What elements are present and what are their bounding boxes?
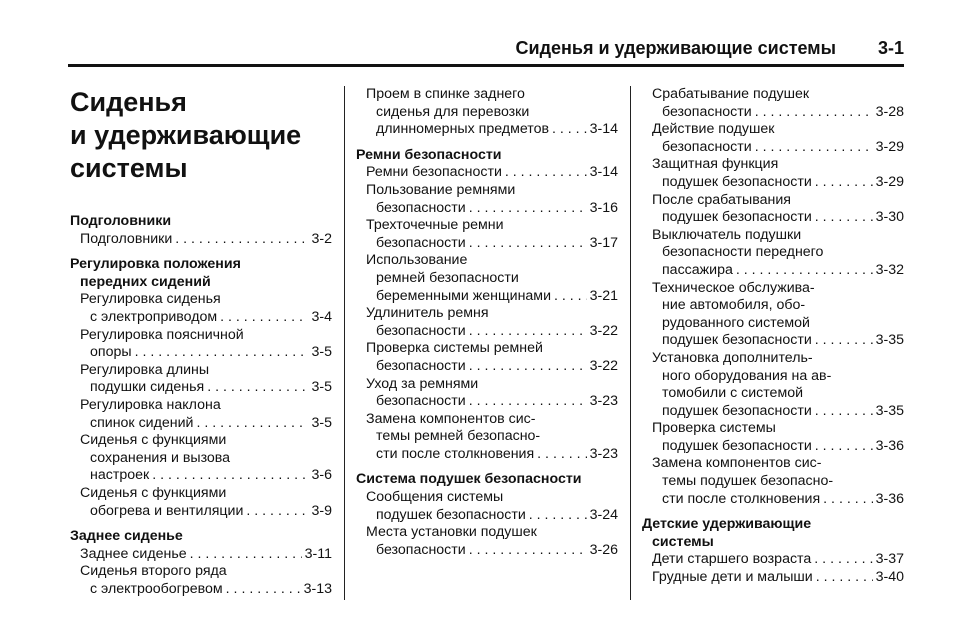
toc-entry [642, 569, 904, 587]
toc-entry-text: беременными женщинами [376, 287, 551, 304]
dot-leader [823, 491, 872, 509]
section-heading [70, 256, 332, 291]
toc-column-1 [70, 86, 332, 598]
toc-entry-last-line [80, 379, 332, 397]
toc-page-number: 3-29 [875, 138, 904, 155]
toc-entry [356, 164, 618, 182]
toc-column-3 [642, 86, 904, 587]
toc-entry-last-line [80, 344, 332, 362]
toc-entry-line: Проверка системы [652, 420, 776, 437]
dot-leader [469, 200, 587, 218]
toc-entry-text: обогрева и вентиляции [90, 502, 244, 519]
toc-entry-text: безопасности [376, 541, 466, 558]
toc-entry-text: спинок сидений [90, 414, 194, 431]
toc-entry-last-line [652, 551, 904, 569]
toc-entry-last-line [652, 491, 904, 509]
toc-entry-text: длинномерных предметов [376, 121, 550, 138]
toc-entry [70, 546, 332, 564]
section-gap [356, 463, 618, 471]
column-divider [630, 86, 631, 600]
toc-entry-last-line [366, 323, 618, 341]
dot-leader [469, 393, 587, 411]
toc-entry-last-line [80, 309, 332, 327]
toc-entry-last-line [366, 446, 618, 464]
section-heading [642, 516, 904, 551]
toc-entry-line: Сообщения системы [366, 489, 504, 506]
toc-entry-line: Сиденья с функциями [80, 432, 227, 449]
toc-page-number: 3-23 [589, 445, 618, 462]
toc-entry-line: Действие подушек [652, 121, 775, 138]
toc-page-number: 3-29 [875, 173, 904, 190]
section-heading-line: Регулировка положения [70, 256, 241, 273]
toc-entry-line: Регулировка сиденья [80, 291, 221, 308]
dot-leader [505, 164, 587, 182]
chapter-title-line: системы [70, 153, 188, 183]
dot-leader [816, 569, 873, 587]
toc-page-number: 3-6 [311, 467, 332, 484]
dot-leader [207, 379, 308, 397]
toc-entry [642, 280, 904, 350]
toc-entry-line: темы подушек безопасно- [662, 473, 834, 490]
toc-page-number: 3-21 [589, 287, 618, 304]
toc-entry-line: Удлинитель ремня [366, 305, 489, 322]
toc-entry-line: Сиденья второго ряда [80, 563, 227, 580]
toc-page-number: 3-26 [589, 541, 618, 558]
section-heading-line: Детские удерживающие [642, 516, 812, 533]
toc-entry [356, 252, 618, 305]
toc-entry [356, 524, 618, 559]
toc-entry [70, 397, 332, 432]
header-page-number: 3-1 [877, 37, 904, 58]
section-gap [356, 139, 618, 147]
toc-entry-text: Грудные дети и малыши [652, 569, 813, 586]
toc-entry-text: сти после столкновения [662, 490, 821, 507]
toc-sections [70, 213, 332, 598]
toc-entry [356, 411, 618, 464]
dot-leader [469, 235, 587, 253]
toc-entry-text: подушек безопасности [662, 209, 812, 226]
toc-page-number: 3-36 [875, 490, 904, 507]
dot-leader [196, 415, 308, 433]
toc-entry [70, 485, 332, 520]
toc-entry-line: Защитная функция [652, 156, 779, 173]
dot-leader [152, 467, 308, 485]
section-heading [356, 471, 618, 489]
dot-leader [736, 262, 873, 280]
toc-entry-line: безопасности переднего [662, 244, 824, 261]
header-title: Сиденья и удерживающие системы [515, 37, 836, 58]
toc-entry [356, 217, 618, 252]
toc-page-number: 3-4 [311, 308, 332, 325]
toc-sections [642, 86, 904, 587]
toc-entry-line: сиденья для перевозки [376, 103, 530, 120]
toc-entry-last-line [652, 569, 904, 587]
toc-entry-line: томобили с системой [662, 385, 804, 402]
toc-entry [642, 455, 904, 508]
toc-entry-text: с электроприводом [90, 308, 218, 325]
toc-entry-text: Дети старшего возраста [652, 551, 812, 568]
dot-leader [469, 542, 587, 560]
toc-page-number: 3-35 [875, 332, 904, 349]
toc-entry-line: ремней безопасности [376, 269, 519, 286]
section-heading-line: Заднее сиденье [70, 528, 183, 545]
section-heading-line: Система подушек безопасности [356, 471, 582, 488]
toc-column-2 [356, 86, 618, 559]
toc-entry [70, 291, 332, 326]
toc-entry-line: сохранения и вызова [90, 449, 231, 466]
toc-page-number: 3-32 [875, 261, 904, 278]
chapter-title-line: Сиденья [70, 87, 187, 117]
toc-entry [356, 340, 618, 375]
dot-leader [226, 581, 301, 599]
toc-entry-line: После срабатывания [652, 191, 791, 208]
dot-leader [190, 546, 302, 564]
toc-entry-last-line [80, 546, 332, 564]
dot-leader [135, 344, 309, 362]
column-divider [344, 86, 345, 600]
toc-entry [70, 327, 332, 362]
toc-entry-line: Замена компонентов сис- [652, 455, 822, 472]
dot-leader [815, 332, 873, 350]
toc-entry-last-line [366, 288, 618, 306]
dot-leader [246, 503, 308, 521]
toc-entry-last-line [366, 164, 618, 182]
header-rule [68, 64, 904, 67]
toc-page-number: 3-16 [589, 199, 618, 216]
section-heading-line: Ремни безопасности [356, 146, 502, 163]
toc-entry-text: безопасности [376, 234, 466, 251]
toc-entry-text: Заднее сиденье [80, 545, 187, 562]
toc-entry-line: Использование [366, 252, 468, 269]
toc-entry [70, 432, 332, 485]
dot-leader [529, 507, 587, 525]
toc-entry-line: Проем в спинке заднего [366, 86, 525, 102]
section-heading-line: передних сидений [80, 273, 211, 290]
dot-leader [755, 139, 873, 157]
toc-entry-last-line [652, 438, 904, 456]
toc-entry [642, 350, 904, 420]
toc-entry-text: безопасности [662, 103, 752, 120]
toc-entry-text: подушки сиденья [90, 379, 205, 396]
toc-page-number: 3-2 [311, 230, 332, 247]
dot-leader [815, 438, 873, 456]
toc-page-number: 3-9 [311, 502, 332, 519]
toc-entry-line: Уход за ремнями [366, 375, 479, 392]
toc-entry-text: Ремни безопасности [366, 164, 502, 181]
toc-entry-last-line [366, 507, 618, 525]
toc-entry-last-line [366, 235, 618, 253]
section-gap [70, 248, 332, 256]
toc-entry [356, 305, 618, 340]
toc-entry-text: настроек [90, 467, 150, 484]
toc-page-number: 3-11 [304, 545, 332, 562]
dot-leader [537, 446, 586, 464]
toc-entry-text: сти после столкновения [376, 445, 535, 462]
toc-entry-line: Замена компонентов сис- [366, 410, 536, 427]
toc-entry-last-line [652, 174, 904, 192]
dot-leader [815, 209, 873, 227]
toc-entry-text: подушек безопасности [662, 332, 812, 349]
section-heading [70, 528, 332, 546]
toc-page-number: 3-13 [303, 580, 332, 597]
toc-entry-text: пассажира [662, 261, 733, 278]
toc-page-number: 3-5 [311, 344, 332, 361]
toc-entry [356, 182, 618, 217]
toc-entry-line: Установка дополнитель- [652, 349, 813, 366]
toc-entry [642, 551, 904, 569]
toc-entry-line: ние автомобиля, обо- [662, 297, 806, 314]
dot-leader [554, 288, 587, 306]
dot-leader [469, 323, 587, 341]
section-heading [356, 147, 618, 165]
toc-entry [642, 121, 904, 156]
toc-entry-line: Регулировка поясничной [80, 326, 244, 343]
toc-entry-text: подушек безопасности [662, 173, 812, 190]
toc-page-number: 3-28 [875, 103, 904, 120]
toc-entry-last-line [652, 209, 904, 227]
toc-page-number: 3-14 [589, 121, 618, 138]
toc-page-number: 3-36 [875, 437, 904, 454]
toc-page-number: 3-14 [589, 164, 618, 181]
toc-entry-text: безопасности [376, 393, 466, 410]
toc-entry-last-line [366, 542, 618, 560]
toc-page-number: 3-17 [589, 234, 618, 251]
running-header [68, 36, 904, 60]
toc-entry-line: Трехточечные ремни [366, 217, 504, 234]
toc-entry [642, 227, 904, 280]
toc-entry-text: с электрообогревом [90, 580, 223, 597]
toc-entry [642, 192, 904, 227]
toc-page-number: 3-37 [875, 551, 904, 568]
toc-entry-text: опоры [90, 344, 132, 361]
section-gap [642, 508, 904, 516]
section-heading-line: системы [652, 533, 714, 550]
toc-entry-text: безопасности [376, 322, 466, 339]
section-heading-line: Подголовники [70, 213, 172, 229]
toc-entry-last-line [80, 503, 332, 521]
toc-entry-line: Выключатель подушки [652, 226, 802, 243]
toc-entry [642, 156, 904, 191]
toc-entry-text: подушек безопасности [662, 437, 812, 454]
toc-entry [356, 86, 618, 139]
toc-entry [70, 231, 332, 249]
toc-entry-last-line [652, 262, 904, 280]
section-gap [70, 520, 332, 528]
toc-entry-last-line [80, 415, 332, 433]
toc-entry-last-line [652, 403, 904, 421]
toc-page-number: 3-24 [589, 506, 618, 523]
dot-leader [815, 403, 873, 421]
toc-entry-last-line [366, 200, 618, 218]
chapter-title-line: и удерживающие [70, 120, 302, 150]
toc-entry-last-line [652, 139, 904, 157]
toc-page-number: 3-22 [589, 322, 618, 339]
toc-entry-last-line [80, 581, 332, 599]
toc-sections [356, 86, 618, 559]
toc-entry-text: безопасности [662, 138, 752, 155]
dot-leader [220, 309, 308, 327]
toc-entry-text: подушек безопасности [376, 506, 526, 523]
dot-leader [755, 104, 873, 122]
toc-entry-line: темы ремней безопасно- [376, 428, 541, 445]
toc-entry [642, 420, 904, 455]
toc-page-number: 3-40 [875, 569, 904, 586]
toc-entry-line: Проверка системы ремней [366, 340, 543, 357]
toc-entry-last-line [652, 332, 904, 350]
toc-entry-line: Сиденья с функциями [80, 484, 227, 501]
toc-entry-text: безопасности [376, 357, 466, 374]
toc-entry-text: Подголовники [80, 230, 173, 247]
toc-entry-line: Регулировка длины [80, 361, 210, 378]
dot-leader [552, 121, 587, 139]
chapter-title [70, 86, 332, 185]
toc-entry-line: Регулировка наклона [80, 396, 221, 413]
toc-entry [70, 362, 332, 397]
toc-entry-last-line [366, 393, 618, 411]
dot-leader [175, 231, 308, 249]
toc-entry [642, 86, 904, 121]
toc-entry-line: Места установки подушек [366, 524, 537, 541]
toc-entry-last-line [366, 358, 618, 376]
toc-page-number: 3-23 [589, 393, 618, 410]
toc-entry-line: Срабатывание подушек [652, 86, 810, 102]
toc-page-number: 3-22 [589, 357, 618, 374]
toc-entry-last-line [80, 231, 332, 249]
toc-page-number: 3-30 [875, 209, 904, 226]
toc-entry-line: Пользование ремнями [366, 181, 516, 198]
toc-entry [356, 489, 618, 524]
toc-entry [356, 376, 618, 411]
section-heading [70, 213, 332, 231]
toc-entry-last-line [366, 121, 618, 139]
toc-entry-last-line [652, 104, 904, 122]
toc-page-number: 3-5 [311, 379, 332, 396]
toc-entry-text: подушек безопасности [662, 402, 812, 419]
dot-leader [814, 551, 872, 569]
toc-entry-last-line [80, 467, 332, 485]
toc-entry-line: рудованного системой [662, 314, 810, 331]
toc-page-number: 3-35 [875, 402, 904, 419]
toc-entry [70, 563, 332, 598]
toc-entry-line: Техническое обслужива- [652, 279, 815, 296]
toc-entry-line: ного оборудования на ав- [662, 367, 832, 384]
dot-leader [469, 358, 587, 376]
toc-page-number: 3-5 [311, 414, 332, 431]
toc-entry-text: безопасности [376, 199, 466, 216]
dot-leader [815, 174, 873, 192]
